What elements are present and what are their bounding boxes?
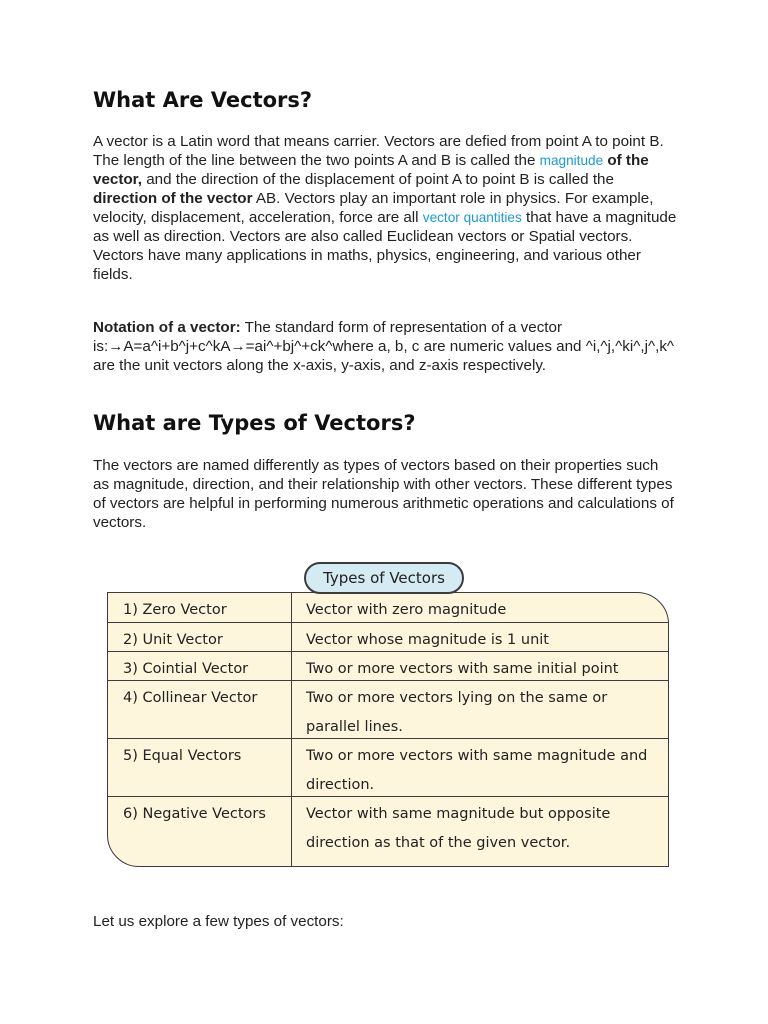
vector-type-description: Two or more vectors with same magnitude and direction.: [306, 748, 648, 793]
vector-quantities-link[interactable]: vector quantities: [422, 210, 522, 225]
heading-types-of-vectors: What are Types of Vectors?: [93, 411, 416, 435]
types-intro-paragraph: The vectors are named differently as types of vectors based on their properties such as magnitude, direction, and their relationship with other vectors. These different types of vectors are helpful in performing numerous arithmetic operations and calculations of vectors.: [93, 457, 674, 531]
vector-type-name: 4) Collinear Vector: [108, 681, 292, 738]
intro-bold-of-vector: of the vector,: [93, 152, 649, 188]
intro-text-4: that have a magnitude as well as direction. Vectors are also called Euclidean vectors or Spatial vectors. Vectors have many applications in maths, physics, engineering, and various other fields.: [93, 209, 677, 283]
magnitude-link[interactable]: magnitude: [539, 153, 604, 168]
notation-label: Notation of a vector:: [93, 319, 241, 336]
table-row: [108, 681, 668, 739]
vector-type-name: 5) Equal Vectors: [108, 739, 292, 796]
table-row: [108, 797, 668, 867]
vector-type-description: Two or more vectors lying on the same or parallel lines.: [306, 690, 608, 735]
table-row: [108, 652, 668, 681]
notation-text: The standard form of representation of a vector is:→A=a^i+b^j+c^kA→=ai^+bj^+ck^where a, b, c are numeric values and ^i,^j,^ki^,j^,k^ are the unit vectors along the x-axis, y-axis, and z-axis respectively.: [93, 319, 675, 374]
types-table: [107, 592, 669, 867]
types-of-vectors-figure: [107, 562, 669, 867]
intro-paragraph: [93, 132, 678, 284]
intro-bold-direction: direction of the vector: [93, 190, 253, 207]
vector-type-name: 6) Negative Vectors: [108, 797, 292, 867]
vector-type-name: 1) Zero Vector: [108, 593, 292, 622]
table-row: [108, 593, 668, 623]
heading-what-are-vectors: What Are Vectors?: [93, 88, 313, 112]
table-row: [108, 739, 668, 797]
figure-title-badge: Types of Vectors: [304, 562, 464, 594]
intro-text-3: AB. Vectors play an important role in physics. For example, velocity, displacement, acceleration, force are all: [93, 190, 654, 226]
intro-text-2: and the direction of the displacement of point A to point B is called the: [141, 171, 614, 188]
vector-type-description: Vector with same magnitude but opposite direction as that of the given vector.: [306, 806, 611, 851]
closing-paragraph: Let us explore a few types of vectors:: [93, 913, 344, 930]
vector-type-name: 2) Unit Vector: [108, 623, 292, 651]
vector-type-description: Vector whose magnitude is 1 unit: [306, 632, 549, 648]
vector-type-description: Two or more vectors with same initial point: [306, 661, 619, 677]
vector-type-name: 3) Cointial Vector: [108, 652, 292, 680]
vector-type-description: Vector with zero magnitude: [306, 602, 507, 618]
intro-text-1: A vector is a Latin word that means carrier. Vectors are defied from point A to point B. The length of the line between the two points A and B is called the: [93, 133, 664, 169]
notation-paragraph: [93, 318, 678, 375]
table-row: [108, 623, 668, 652]
